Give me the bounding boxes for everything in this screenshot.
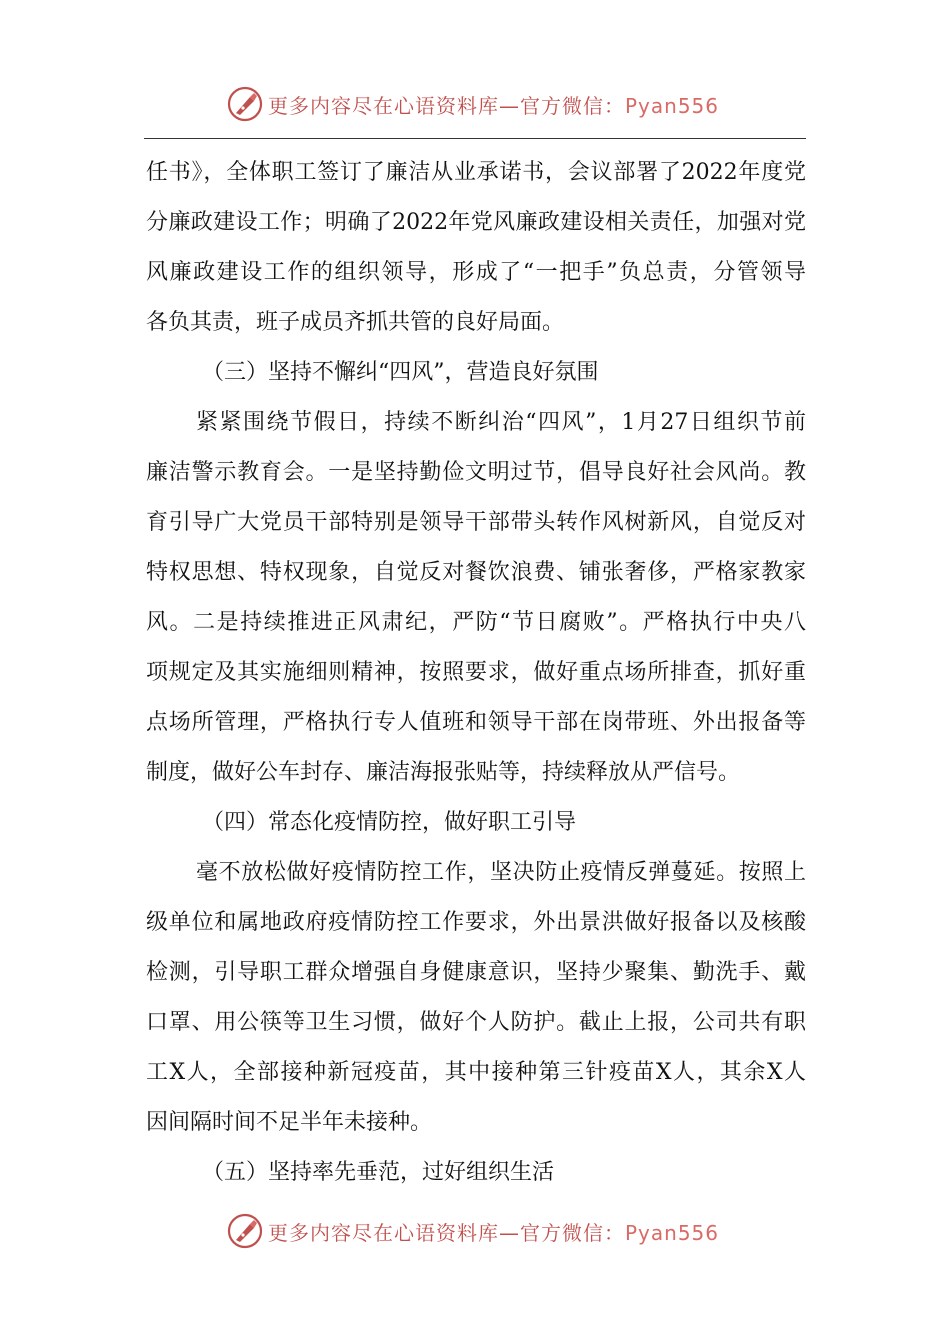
header-banner-text	[268, 90, 719, 119]
footer-banner-slogan: 更多内容尽在心语资料库—官方微信：	[268, 1220, 625, 1245]
header-banner-slogan: 更多内容尽在心语资料库—官方微信：	[268, 93, 625, 118]
section-heading-3: （三）坚持不懈纠“四风”，营造良好氛围	[202, 360, 599, 385]
body-line: 毫不放松做好疫情防控工作，坚决防止疫情反弹蔓延。按照上	[196, 860, 806, 885]
body-line: 育引导广大党员干部特别是领导干部带头转作风树新风，自觉反对	[146, 510, 806, 535]
body-line: 紧紧围绕节假日，持续不断纠治“四风”，1月27日组织节前	[196, 410, 806, 435]
body-line: 检测，引导职工群众增强自身健康意识，坚持少聚集、勤洗手、戴	[146, 960, 806, 985]
footer-wechat-id: Pyan556	[625, 1220, 720, 1245]
body-line: 因间隔时间不足半年未接种。	[146, 1110, 433, 1135]
body-line: 点场所管理，严格执行专人值班和领导干部在岗带班、外出报备等	[146, 710, 806, 735]
section-heading-4: （四）常态化疫情防控，做好职工引导	[202, 810, 577, 835]
body-line: 各负其责，班子成员齐抓共管的良好局面。	[146, 310, 565, 335]
body-line: 口罩、用公筷等卫生习惯，做好个人防护。截止上报，公司共有职	[146, 1010, 806, 1035]
header-wechat-id: Pyan556	[625, 93, 720, 118]
pen-nib-logo-icon	[226, 1212, 264, 1250]
body-line: 任书》，全体职工签订了廉洁从业承诺书，会议部署了2022年度党	[146, 160, 806, 185]
section-heading-5: （五）坚持率先垂范，过好组织生活	[202, 1160, 555, 1185]
body-line: 制度，做好公车封存、廉洁海报张贴等，持续释放从严信号。	[146, 760, 741, 785]
header-banner	[226, 84, 719, 124]
body-line: 分廉政建设工作；明确了2022年党风廉政建设相关责任，加强对党	[146, 210, 806, 235]
body-line: 级单位和属地政府疫情防控工作要求，外出景洪做好报备以及核酸	[146, 910, 806, 935]
body-line: 廉洁警示教育会。一是坚持勤俭文明过节，倡导良好社会风尚。教	[146, 460, 806, 485]
footer-banner	[226, 1211, 719, 1251]
footer-banner-text	[268, 1217, 719, 1246]
document-body	[146, 148, 806, 1198]
body-line: 项规定及其实施细则精神，按照要求，做好重点场所排查，抓好重	[146, 660, 806, 685]
header-divider	[144, 138, 806, 139]
body-line: 工X人，全部接种新冠疫苗，其中接种第三针疫苗X人，其余X人	[146, 1060, 806, 1085]
body-line: 风廉政建设工作的组织领导，形成了“一把手”负总责，分管领导	[146, 260, 806, 285]
body-line: 风。二是持续推进正风肃纪，严防“节日腐败”。严格执行中央八	[146, 610, 806, 635]
pen-nib-logo-icon	[226, 85, 264, 123]
body-line: 特权思想、特权现象，自觉反对餐饮浪费、铺张奢侈，严格家教家	[146, 560, 806, 585]
